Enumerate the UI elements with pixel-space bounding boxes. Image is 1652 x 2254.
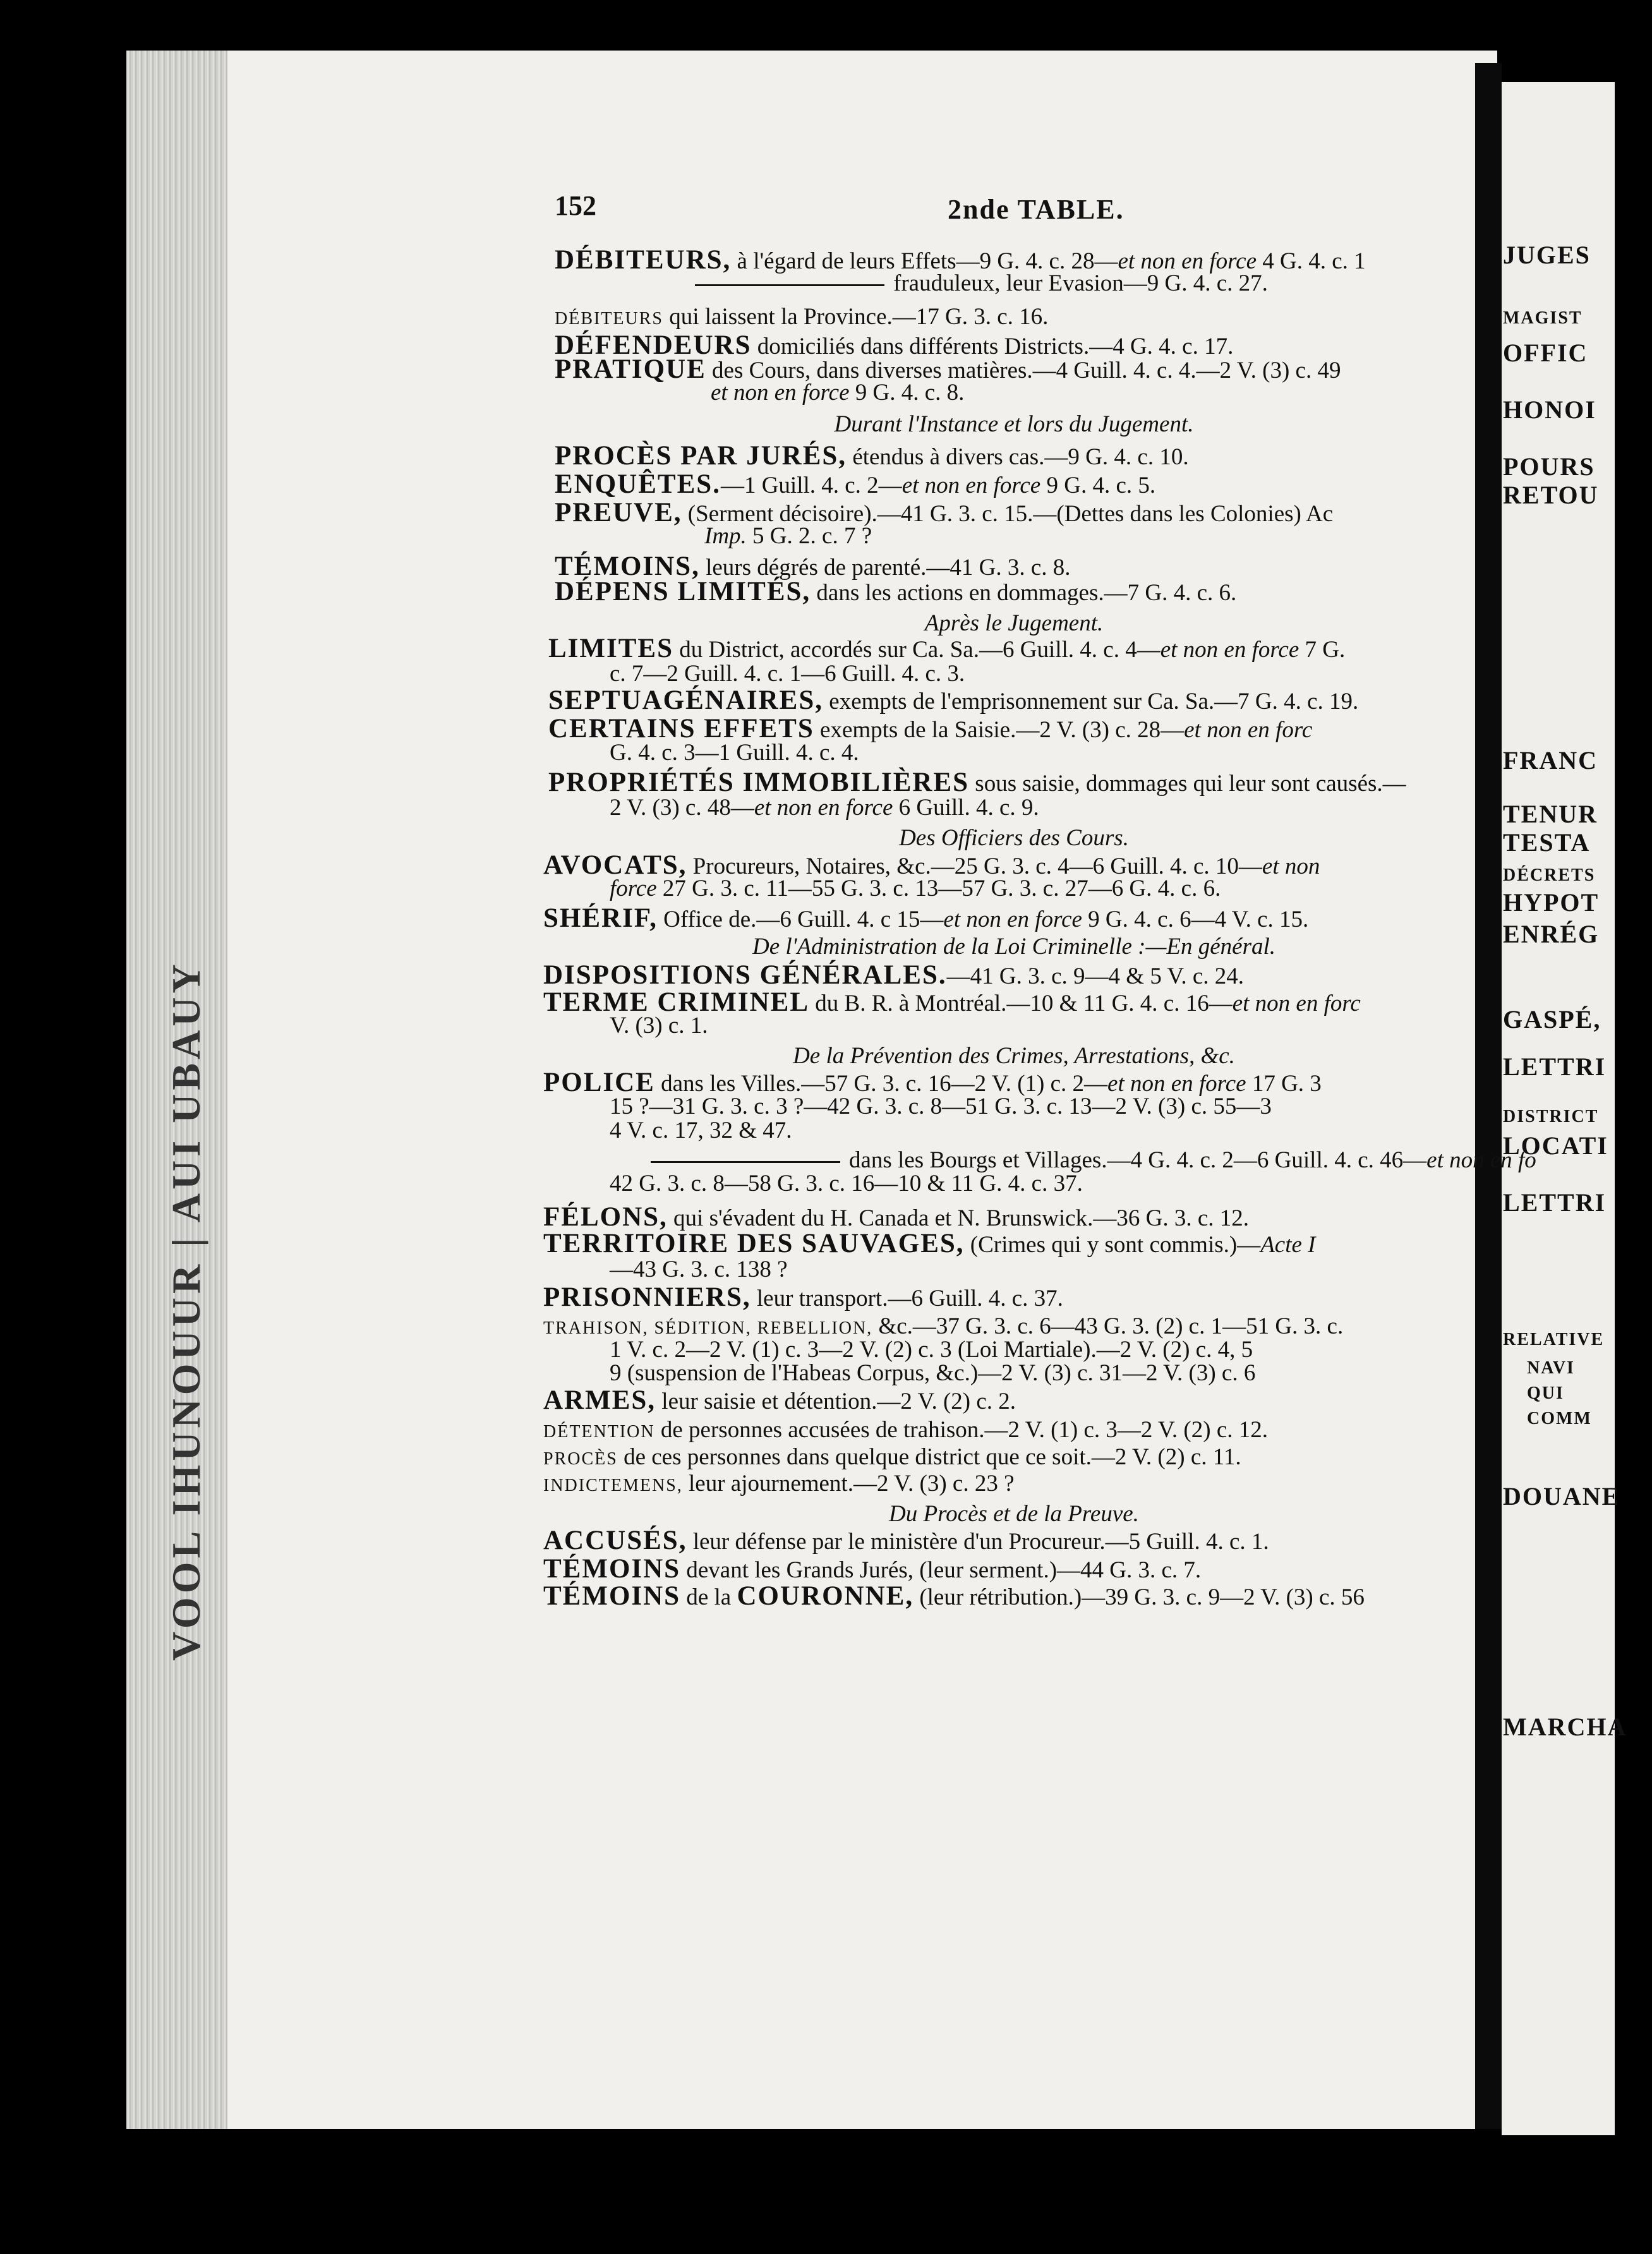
entry-text: domiciliés dans différents Districts.—4 G. 4. c. 17. [751, 334, 1234, 359]
index-entry [543, 1284, 1485, 1313]
entry-text: 7 G. [1299, 637, 1346, 663]
index-entry [543, 1416, 1485, 1446]
index-entry [704, 522, 1646, 550]
entry-heading: DISPOSITIONS GÉNÉRALES. [543, 960, 947, 990]
entry-text: 15 ?—31 G. 3. c. 3 ?—42 G. 3. c. 8—51 G. 3. c. 13—2 V. (3) c. 55—3 [610, 1094, 1272, 1119]
index-entry [610, 1170, 1551, 1198]
entry-text: 9 G. 4. c. 6—4 V. c. 15. [1082, 907, 1309, 932]
index-entry [543, 1555, 1485, 1584]
entry-text: de la [680, 1584, 737, 1610]
section-heading: Du Procès et de la Preuve. [889, 1501, 1139, 1527]
entry-heading: TERME CRIMINEL [543, 987, 810, 1017]
entry-text: dans les Bourgs et Villages.—4 G. 4. c. 2—6 Guill. 4. c. 46— [849, 1147, 1427, 1173]
entry-heading: TÉMOINS [543, 1554, 681, 1584]
facing-page-fragment: LOCATI [1503, 1131, 1608, 1160]
facing-page-fragment: MARCHA [1503, 1713, 1627, 1741]
entry-heading: ENQUÊTES. [555, 469, 721, 499]
entry-text: qui s'évadent du H. Canada et N. Brunswick.—36 G. 3. c. 12. [667, 1205, 1249, 1231]
entry-text: 9 G. 4. c. 8. [849, 380, 965, 406]
facing-page-fragment: QUI [1527, 1383, 1564, 1403]
entry-text: sous saisie, dommages qui leur sont causés.— [969, 771, 1406, 797]
facing-page-fragment: COMM [1527, 1409, 1592, 1428]
entry-italic: et non en forc [1184, 717, 1313, 743]
entry-text: 17 G. 3 [1246, 1071, 1322, 1097]
index-entry [543, 1443, 1485, 1473]
entry-heading: POLICE [543, 1068, 655, 1097]
index-entry [610, 875, 1551, 903]
entry-italic: et non en force [711, 380, 850, 406]
entry-italic: Imp. [704, 523, 747, 549]
entry-heading: PRISONNIERS, [543, 1282, 751, 1312]
entry-text: exempts de l'emprisonnement sur Ca. Sa.—7 G. 4. c. 19. [823, 689, 1359, 714]
entry-heading: DÉBITEURS [555, 309, 663, 328]
entry-text: leur défense par le ministère d'un Procureur.—5 Guill. 4. c. 1. [687, 1529, 1269, 1555]
index-entry [555, 442, 1496, 471]
index-entry [555, 471, 1496, 500]
index-entry [543, 1582, 1485, 1612]
entry-italic: Acte I [1260, 1232, 1316, 1258]
entry-text: frauduleux, leur Evasion—9 G. 4. c. 27. [893, 270, 1268, 296]
entry-text: du B. R. à Montréal.—10 & 11 G. 4. c. 16— [809, 991, 1233, 1016]
entry-heading: PROCÈS PAR JURÉS, [555, 441, 847, 471]
running-head: 2nde TABLE. [948, 194, 1124, 225]
entry-italic: et non en force [1118, 248, 1257, 274]
entry-text: Office de.—6 Guill. 4. c 15— [657, 907, 944, 932]
index-entry [543, 1527, 1485, 1556]
entry-italic: et non en forc [1232, 991, 1361, 1016]
entry-heading: SEPTUAGÉNAIRES, [548, 685, 824, 715]
index-entry [543, 1387, 1485, 1416]
entry-heading: SHÉRIF, [543, 903, 658, 933]
facing-page-fragment: DISTRICT [1503, 1107, 1599, 1126]
index-entry [543, 905, 1485, 934]
entry-text: 9 G. 4. c. 5. [1040, 473, 1156, 498]
facing-page-fragment: OFFIC [1503, 339, 1588, 367]
facing-page-fragment: RETOU [1503, 481, 1599, 509]
entry-heading: DÉBITEURS, [555, 245, 732, 275]
facing-page-fragment: FRANC [1503, 746, 1598, 774]
binding-label: VOOL IHUNOUUR | AUI UBAUY [164, 960, 208, 1661]
facing-page-fragment: MAGIST [1503, 308, 1583, 328]
entry-heading: DÉPENS LIMITÉS, [555, 577, 811, 606]
entry-text: 42 G. 3. c. 8—58 G. 3. c. 16—10 & 11 G. 4. c. 37. [610, 1171, 1083, 1196]
entry-text: (Serment décisoire).—41 G. 3. c. 15.—(Dettes dans les Colonies) Ac [682, 501, 1334, 527]
ditto-rule [651, 1161, 840, 1163]
entry-text: V. (3) c. 1. [610, 1013, 708, 1039]
entry-text: (leur rétribution.)—39 G. 3. c. 9—2 V. (3) c. 56 [913, 1584, 1365, 1610]
entry-text: exempts de la Saisie.—2 V. (3) c. 28— [814, 717, 1185, 743]
entry-text: 6 Guill. 4. c. 9. [893, 795, 1039, 821]
entry-heading: DÉFENDEURS [555, 330, 752, 360]
entry-text: 27 G. 3. c. 11—55 G. 3. c. 13—57 G. 3. c. 27—6 G. 4. c. 6. [656, 876, 1221, 901]
entry-text: de personnes accusées de trahison.—2 V. (1) c. 3—2 V. (2) c. 12. [654, 1417, 1268, 1443]
entry-heading: INDICTEMENS, [543, 1476, 683, 1495]
entry-heading: TÉMOINS [543, 1581, 681, 1611]
entry-heading: LIMITES [548, 634, 674, 663]
entry-text: dans les actions en dommages.—7 G. 4. c. 6. [811, 580, 1237, 606]
ditto-rule [695, 284, 884, 286]
entry-heading: AVOCATS, [543, 850, 687, 880]
entry-text: à l'égard de leurs Effets—9 G. 4. c. 28— [731, 248, 1118, 274]
facing-page-fragment: DOUANE [1503, 1482, 1620, 1510]
index-entry [695, 270, 1636, 298]
entry-text: du District, accordés sur Ca. Sa.—6 Guill. 4. c. 4— [673, 637, 1161, 663]
entry-text: leur saisie et détention.—2 V. (2) c. 2. [656, 1389, 1016, 1414]
entry-text: étendus à divers cas.—9 G. 4. c. 10. [847, 444, 1189, 470]
index-entry [610, 1359, 1551, 1387]
entry-text: devant les Grands Jurés, (leur serment.)—44 G. 3. c. 7. [680, 1557, 1202, 1583]
entry-heading: COURONNE, [737, 1581, 914, 1611]
index-entry [548, 687, 1490, 716]
entry-italic: et non en force [901, 473, 1041, 498]
index-entries [543, 190, 1536, 1946]
facing-page-fragment: POURS [1503, 452, 1595, 481]
entry-heading: ACCUSÉS, [543, 1526, 687, 1555]
entry-text: qui laissent la Province.—17 G. 3. c. 16. [663, 304, 1049, 330]
entry-text: leur transport.—6 Guill. 4. c. 37. [751, 1286, 1063, 1311]
entry-text: 4 G. 4. c. 1 [1257, 248, 1366, 274]
entry-text: G. 4. c. 3—1 Guill. 4. c. 4. [610, 740, 859, 766]
facing-page-fragment: TESTA [1503, 828, 1591, 857]
entry-heading: PRATIQUE [555, 354, 706, 384]
index-entry [543, 961, 1485, 991]
entry-heading: DÉTENTION [543, 1422, 655, 1442]
entry-text: c. 7—2 Guill. 4. c. 1—6 Guill. 4. c. 3. [610, 661, 965, 687]
index-entry [543, 1230, 1485, 1259]
facing-page-fragment: JUGES [1503, 241, 1591, 269]
entry-text: Procureurs, Notaires, &c.—25 G. 3. c. 4—6 Guill. 4. c. 10— [687, 853, 1262, 879]
entry-text: &c.—37 G. 3. c. 6—43 G. 3. (2) c. 1—51 G. 3. c. [872, 1313, 1344, 1339]
entry-text: —1 Guill. 4. c. 2— [720, 473, 902, 498]
entry-italic: et non en force [1107, 1071, 1246, 1097]
section-heading: Durant l'Instance et lors du Jugement. [834, 411, 1194, 437]
entry-text: 1 V. c. 2—2 V. (1) c. 3—2 V. (2) c. 3 (Loi Martiale).—2 V. (2) c. 4, 5 [610, 1337, 1253, 1363]
entry-italic: et non [1262, 853, 1320, 879]
facing-page-fragment: DÉCRETS [1503, 865, 1596, 885]
entry-text: (Crimes qui y sont commis.)— [964, 1232, 1261, 1258]
index-entry [711, 379, 1652, 407]
entry-heading: TÉMOINS, [555, 551, 700, 581]
entry-text: de ces personnes dans quelque district que ce soit.—2 V. (2) c. 11. [617, 1444, 1241, 1470]
entry-text: 9 (suspension de l'Habeas Corpus, &c.)—2 V. (3) c. 31—2 V. (3) c. 6 [610, 1360, 1256, 1386]
index-entry [543, 1470, 1485, 1500]
entry-heading: TERRITOIRE DES SAUVAGES, [543, 1229, 965, 1258]
facing-page-fragment: ENRÉG [1503, 920, 1600, 948]
entry-heading: ARMES, [543, 1385, 656, 1415]
entry-heading: CERTAINS EFFETS [548, 714, 814, 744]
index-entry [555, 578, 1496, 607]
index-entry [555, 303, 1496, 333]
entry-italic: et non en force [754, 795, 893, 821]
section-heading: Après le Jugement. [924, 610, 1104, 636]
entry-heading: PROCÈS [543, 1449, 618, 1469]
entry-heading: TRAHISON, SÉDITION, REBELLION, [543, 1318, 873, 1338]
index-entry [610, 739, 1551, 767]
entry-text: des Cours, dans diverses matières.—4 Guill. 4. c. 4.—2 V. (3) c. 49 [706, 358, 1341, 383]
section-heading: Des Officiers des Cours. [899, 825, 1129, 851]
entry-italic: et non en fo [1426, 1147, 1536, 1173]
entry-italic: force [610, 876, 657, 901]
facing-page-fragment: HYPOT [1503, 888, 1600, 917]
entry-text: —43 G. 3. c. 138 ? [610, 1257, 788, 1282]
facing-page-fragment: TENUR [1503, 800, 1598, 828]
entry-text: leur ajournement.—2 V. (3) c. 23 ? [682, 1471, 1015, 1497]
index-entry [610, 794, 1551, 822]
entry-text: 4 V. c. 17, 32 & 47. [610, 1118, 792, 1143]
section-heading: De l'Administration de la Loi Criminelle :—En général. [752, 934, 1276, 960]
entry-text: 2 V. (3) c. 48— [610, 795, 754, 821]
index-entry [610, 1012, 1551, 1040]
index-entry [610, 1256, 1551, 1284]
entry-heading: PROPRIÉTÉS IMMOBILIÈRES [548, 768, 970, 797]
entry-heading: PREUVE, [555, 498, 682, 527]
index-entry [610, 660, 1551, 688]
entry-text: dans les Villes.—57 G. 3. c. 16—2 V. (1) c. 2— [654, 1071, 1108, 1097]
facing-page-fragment: LETTRI [1503, 1188, 1607, 1217]
page-number: 152 [555, 190, 596, 221]
entry-italic: et non en force [943, 907, 1082, 932]
facing-page-fragment: LETTRI [1503, 1052, 1607, 1081]
section-heading: De la Prévention des Crimes, Arrestations, &c. [793, 1043, 1235, 1069]
facing-page-fragment: RELATIVE [1503, 1330, 1605, 1349]
facing-page-fragment: NAVI [1527, 1358, 1575, 1378]
entry-text: leurs dégrés de parenté.—41 G. 3. c. 8. [699, 555, 1071, 581]
facing-page-fragment: GASPÉ, [1503, 1005, 1601, 1034]
entry-heading: FÉLONS, [543, 1202, 668, 1232]
index-entry [610, 1117, 1551, 1145]
entry-italic: et non en force [1160, 637, 1299, 663]
facing-page-fragment: HONOI [1503, 395, 1596, 424]
entry-text: —41 G. 3. c. 9—4 & 5 V. c. 24. [946, 963, 1245, 989]
entry-text: 5 G. 2. c. 7 ? [746, 523, 872, 549]
